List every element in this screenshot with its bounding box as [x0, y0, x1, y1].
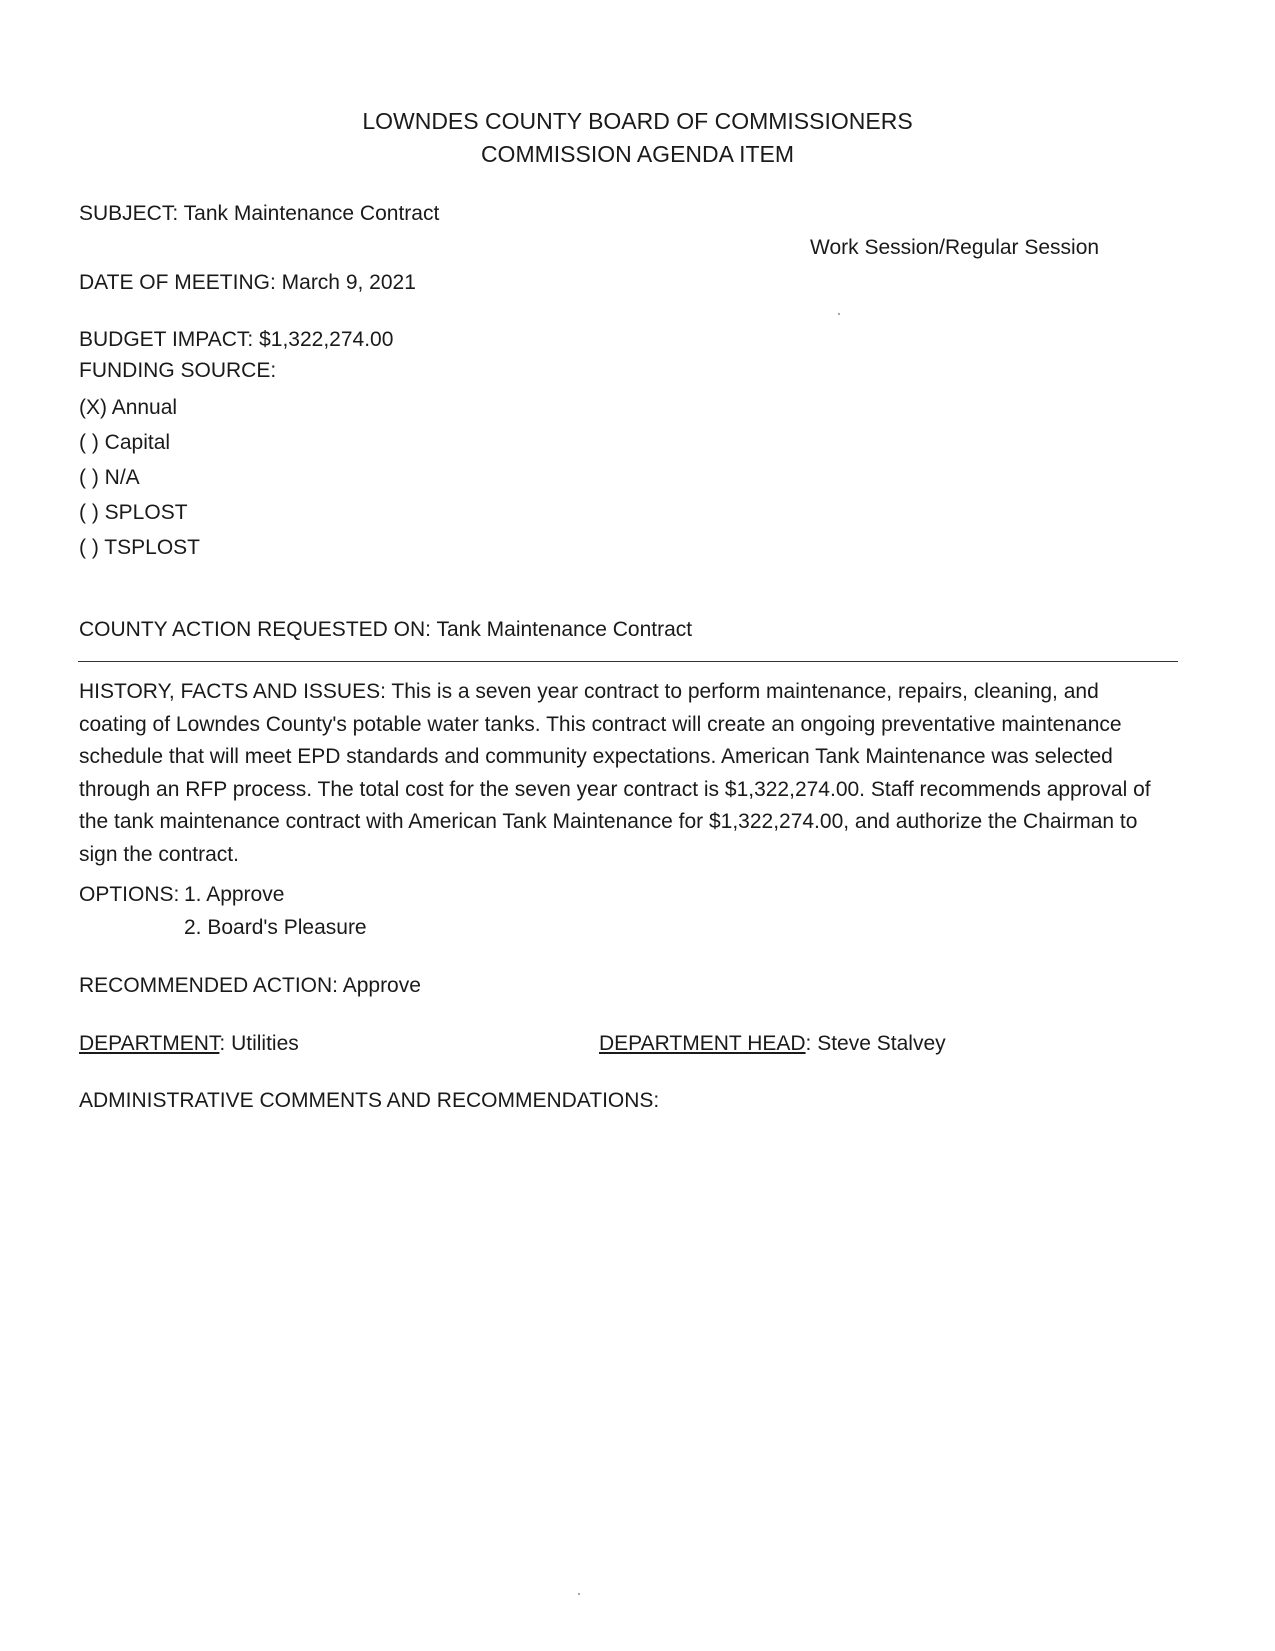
funding-option-label: Capital: [104, 431, 171, 454]
funding-option-label: SPLOST: [104, 501, 188, 524]
budget-impact-line: [79, 328, 393, 352]
recommended-action-line: [79, 974, 421, 998]
history-text: This is a seven year contract to perform maintenance, repairs, cleaning, and coating of Lowndes County's potable water tanks. This contract will create an ongoing preventative maintenance schedule that will meet EPD standards and community expectations. American Tank Maintenance was selected through an RFP process. The total cost for the seven year contract is $1,322,274.00. Staff recommends approval of the tank maintenance contract with American Tank Maintenance for $1,322,274.00, and authorize the Chairman to sign the contract.: [79, 680, 1151, 866]
funding-option-mark: ( ): [79, 466, 99, 489]
recommended-action-label: RECOMMENDED ACTION:: [79, 974, 339, 997]
option-item: 2. Board's Pleasure: [184, 916, 367, 939]
funding-option: [79, 466, 140, 490]
admin-comments-label: ADMINISTRATIVE COMMENTS AND RECOMMENDATIONS:: [79, 1089, 660, 1112]
recommended-action-value: Approve: [342, 974, 421, 997]
section-divider: [78, 661, 1178, 662]
department-head-label: DEPARTMENT HEAD: [599, 1032, 806, 1055]
department-value: Utilities: [231, 1032, 299, 1055]
budget-impact-label: BUDGET IMPACT:: [79, 328, 254, 351]
county-action-value: Tank Maintenance Contract: [436, 618, 693, 641]
funding-option: [79, 536, 200, 560]
funding-option-mark: (X): [79, 396, 107, 419]
funding-option-label: TSPLOST: [104, 536, 200, 559]
department-label: DEPARTMENT: [79, 1032, 220, 1055]
meeting-date-line: [79, 271, 416, 295]
funding-option: [79, 501, 188, 525]
option-item: 1. Approve: [184, 883, 285, 906]
subject-line: [79, 202, 439, 226]
funding-source-label: FUNDING SOURCE:: [79, 359, 277, 382]
funding-option: [79, 431, 170, 455]
funding-option-label: Annual: [111, 396, 178, 419]
scan-speck: [578, 1593, 580, 1595]
subject-value: Tank Maintenance Contract: [183, 202, 440, 225]
department-head-line: DEPARTMENT HEAD: Steve Stalvey: [599, 1032, 946, 1055]
subject-label: SUBJECT:: [79, 202, 179, 225]
funding-option: [79, 396, 177, 420]
budget-impact-value: $1,322,274.00: [259, 328, 394, 351]
history-label: HISTORY, FACTS AND ISSUES:: [79, 680, 386, 703]
document-subtitle: COMMISSION AGENDA ITEM: [480, 141, 795, 167]
department-line: DEPARTMENT: Utilities: [79, 1032, 299, 1055]
history-paragraph: [79, 676, 1159, 871]
funding-option-mark: ( ): [79, 501, 99, 524]
county-action-label: COUNTY ACTION REQUESTED ON:: [79, 618, 431, 641]
session-type: Work Session/Regular Session: [810, 236, 1100, 259]
options-label: OPTIONS:: [79, 883, 180, 906]
department-head-value: Steve Stalvey: [817, 1032, 946, 1055]
county-action-line: [79, 618, 692, 642]
meeting-date-value: March 9, 2021: [281, 271, 416, 294]
funding-option-mark: ( ): [79, 536, 99, 559]
funding-option-mark: ( ): [79, 431, 99, 454]
scan-speck: [838, 313, 840, 315]
meeting-date-label: DATE OF MEETING:: [79, 271, 276, 294]
document-title: LOWNDES COUNTY BOARD OF COMMISSIONERS: [362, 108, 913, 134]
funding-option-label: N/A: [104, 466, 140, 489]
